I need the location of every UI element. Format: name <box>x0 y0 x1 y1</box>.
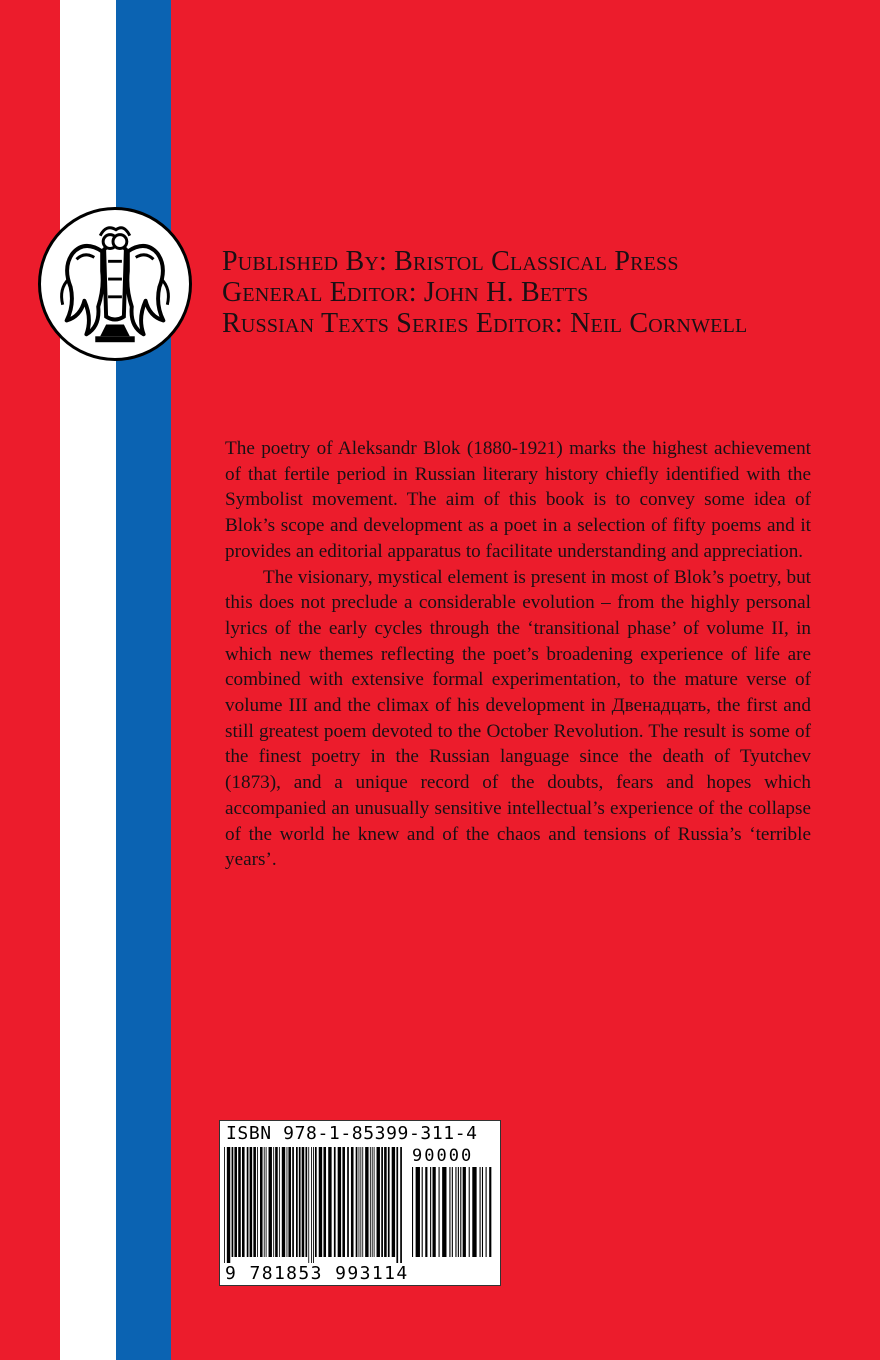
barcode-bar <box>334 1147 336 1257</box>
barcode-bar <box>460 1167 461 1257</box>
publisher-logo <box>38 207 192 361</box>
barcode-bar <box>296 1147 298 1257</box>
barcode-bar <box>224 1147 225 1267</box>
barcode-bar <box>313 1147 314 1267</box>
barcode-bar <box>319 1147 322 1257</box>
barcode-bar <box>412 1167 413 1257</box>
barcode-bar <box>480 1167 481 1257</box>
barcode-bar <box>365 1147 368 1257</box>
barcode-bar <box>377 1147 380 1257</box>
book-description <box>225 436 811 873</box>
barcode-bar <box>374 1147 375 1257</box>
barcode-bar <box>359 1147 360 1257</box>
barcode-bar <box>323 1147 326 1257</box>
barcode-bar <box>396 1147 398 1267</box>
barcode-bar <box>381 1147 383 1257</box>
barcode-bar <box>439 1167 440 1257</box>
barcode-bar <box>282 1147 285 1257</box>
barcode-bar <box>315 1147 317 1257</box>
barcode-bar <box>250 1147 253 1257</box>
barcode-bar <box>266 1147 267 1257</box>
general-editor: General Editor: John H. Betts <box>222 277 589 308</box>
barcode-bar <box>489 1167 491 1257</box>
barcode-bar <box>264 1147 265 1257</box>
barcode-bar <box>305 1147 307 1257</box>
barcode-bar <box>416 1167 420 1257</box>
barcode-bar <box>347 1147 349 1257</box>
barcode-bar <box>384 1147 387 1257</box>
barcode-bar <box>388 1147 390 1257</box>
barcode-bar <box>292 1147 294 1257</box>
barcode-bar <box>247 1147 249 1257</box>
barcode-bar <box>449 1167 450 1257</box>
barcode-bar <box>275 1147 278 1257</box>
barcode-bar <box>242 1147 245 1257</box>
barcode-bar <box>482 1167 483 1257</box>
barcode-bar <box>422 1167 423 1257</box>
barcode-bar <box>463 1167 466 1257</box>
barcode-bar <box>338 1147 341 1257</box>
addon-barcode-bars <box>412 1167 494 1267</box>
barcode-bar <box>257 1147 258 1257</box>
barcode-bar <box>260 1147 263 1257</box>
barcode-bar <box>232 1147 234 1257</box>
barcode-bar <box>469 1167 470 1257</box>
publication-credits <box>222 246 862 339</box>
barcode-bar <box>425 1167 427 1257</box>
barcode-bar <box>227 1147 230 1267</box>
barcode-bar <box>455 1167 456 1257</box>
barcode-bar <box>279 1147 280 1257</box>
barcode-bar <box>360 1147 361 1257</box>
barcode-bar <box>430 1167 431 1257</box>
barcode-bar <box>356 1147 358 1257</box>
griffins-emblem-icon <box>41 210 189 358</box>
isbn-barcode <box>219 1120 501 1286</box>
barcode-bar <box>400 1147 402 1267</box>
barcode-bar <box>392 1147 395 1257</box>
barcode-bar <box>287 1147 288 1257</box>
isbn-label: ISBN 978-1-85399-311-4 <box>226 1123 478 1144</box>
barcode-bar <box>288 1147 291 1257</box>
barcode-bar <box>372 1147 373 1257</box>
barcode-bar <box>486 1167 487 1257</box>
barcode-bar <box>472 1167 476 1257</box>
barcode-bar <box>452 1167 453 1257</box>
barcode-bar <box>433 1167 436 1257</box>
barcode-bar <box>299 1147 301 1257</box>
barcode-bar <box>370 1147 371 1257</box>
description-paragraph-2: The visionary, mystical element is present in most of Blok’s poetry, but this does not preclude a considerable evolution – from the highly personal lyrics of the early cycles through the ‘transitional phase’ of volume II, in which new themes reflecting the poet’s broadening experience of life are combined with extensive formal experimentation, to the mature verse of volume III and the climax of his development in Двенадцать, the first and still greatest poem devoted to the October Revolution. The result is some of the finest poetry in the Russian language since the death of Tyutchev (1873), and a unique record of the doubts, fears and hopes which accompanied an unusually sensitive intellectual’s experience of the collapse of the world he knew and of the chaos and tensions of Russia’s ‘terrible years’. <box>225 566 811 871</box>
price-addon-code: 90000 <box>412 1146 474 1166</box>
barcode-bar <box>253 1147 256 1257</box>
blue-stripe <box>116 0 171 1360</box>
barcode-bar <box>442 1167 446 1257</box>
barcode-bar <box>234 1147 237 1257</box>
barcode-bar <box>269 1147 272 1257</box>
barcode-bar <box>238 1147 241 1257</box>
barcode-bar <box>308 1147 309 1267</box>
ean-digits: 9 781853 993114 <box>225 1263 409 1284</box>
published-by: Published By: Bristol Classical Press <box>222 246 679 277</box>
barcode-bar <box>342 1147 345 1257</box>
barcode-bar <box>362 1147 363 1257</box>
description-paragraph-1: The poetry of Aleksandr Blok (1880-1921) marks the highest achievement of that fertile period in Russian literary history chiefly identified with the Symbolist movement. The aim of this book is to convey some idea of Blok’s scope and development as a poet in a selection of fifty poems and it provides an editorial apparatus to facilitate understanding and appreciation. <box>225 438 811 562</box>
barcode-bar <box>328 1147 331 1257</box>
series-editor: Russian Texts Series Editor: Neil Cornwell <box>222 308 748 339</box>
barcode-bar <box>302 1147 305 1257</box>
barcode-bar <box>458 1167 459 1257</box>
white-stripe <box>60 0 116 1360</box>
barcode-bar <box>351 1147 354 1257</box>
barcode-bar <box>273 1147 274 1257</box>
barcode-bar <box>311 1147 312 1267</box>
ean-barcode-bars <box>224 1147 404 1267</box>
